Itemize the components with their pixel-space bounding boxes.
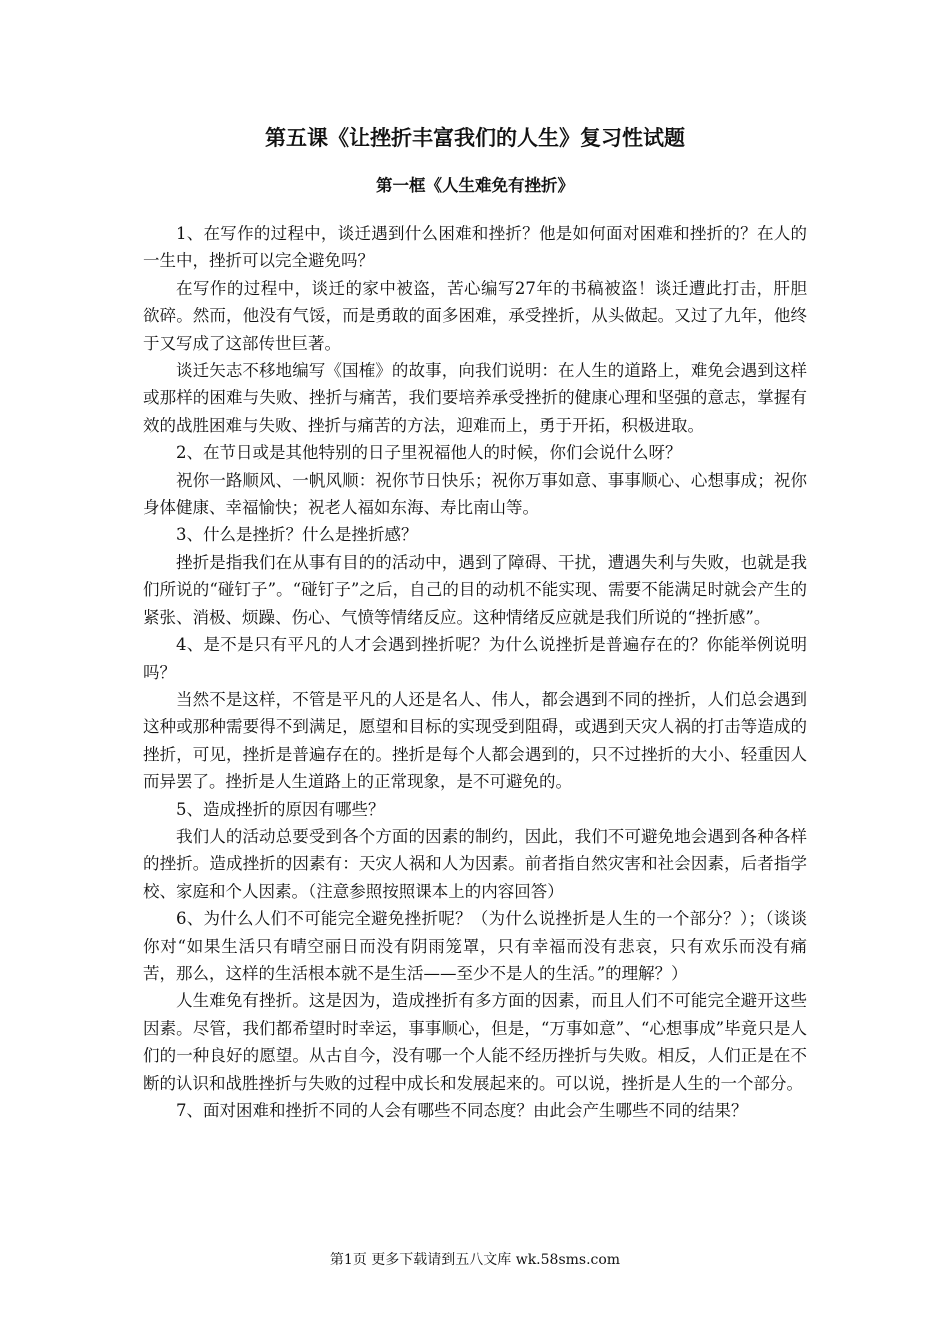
page-footer: 第1页 更多下载请到五八文库 wk.58sms.com xyxy=(329,1252,621,1268)
document-title: 第五课《让挫折丰富我们的人生》复习性试题 xyxy=(265,125,685,150)
paragraph-a1-cont: 谈迁矢志不移地编写《国榷》的故事，向我们说明：在人生的道路上，难免会遇到这样或那样的困难与失败、挫折与痛苦，我们要培养承受挫折的健康心理和坚强的意志，掌握有效的战胜困难与失败、挫折与痛苦的方法，迎难而上，勇于开拓，积极进取。 xyxy=(143,361,807,435)
paragraph-a6: 人生难免有挫折。这是因为，造成挫折有多方面的因素，而且人们不可能完全避开这些因素。尽管，我们都希望时时幸运，事事顺心，但是，“万事如意”、“心想事成”毕竟只是人们的一种良好的愿望。从古自今，没有哪一个人能不经历挫折与失败。相反，人们正是在不断的认识和战胜挫折与失败的过程中成长和发展起来的。可以说，挫折是人生的一个部分。 xyxy=(143,991,807,1093)
paragraph-a2: 祝你一路顺风、一帆风顺：祝你节日快乐；祝你万事如意、事事顺心、心想事成；祝你身体健康、幸福愉快；祝老人福如东海、寿比南山等。 xyxy=(143,470,807,518)
paragraph-q4: 4、是不是只有平凡的人才会遇到挫折呢？为什么说挫折是普遍存在的？你能举例说明吗？ xyxy=(143,635,807,682)
document-body xyxy=(143,220,807,1124)
paragraph-a3: 挫折是指我们在从事有目的的活动中，遇到了障碍、干扰，遭遇失利与失败，也就是我们所说的“碰钉子”。“碰钉子”之后，自己的目的动机不能实现、需要不能满足时就会产生的紧张、消极、烦躁、伤心、气愤等情绪反应。这种情绪反应就是我们所说的“挫折感”。 xyxy=(143,552,807,627)
section-subtitle: 第一框《人生难免有挫折》 xyxy=(376,176,574,195)
paragraph-q3: 3、什么是挫折？什么是挫折感？ xyxy=(176,525,418,545)
document-page xyxy=(143,0,807,1344)
paragraph-a1: 在写作的过程中，谈迁的家中被盗，苦心编写27年的书稿被盗！谈迁遭此打击，肝胆欲碎。然而，他没有气馁，而是勇敢的面多困难，承受挫折，从头做起。又过了九年，他终于又写成了这部传世巨著。 xyxy=(143,278,807,353)
paragraph-q2: 2、在节日或是其他特别的日子里祝福他人的时候，你们会说什么呀？ xyxy=(176,443,682,463)
paragraph-q7: 7、面对困难和挫折不同的人会有哪些不同态度？由此会产生哪些不同的结果？ xyxy=(176,1101,748,1120)
paragraph-a5: 我们人的活动总要受到各个方面的因素的制约，因此，我们不可避免地会遇到各种各样的挫折。造成挫折的因素有：天灾人祸和人为因素。前者指自然灾害和社会因素，后者指学校、家庭和个人因素。（注意参照按照课本上的内容回答） xyxy=(143,826,807,901)
paragraph-q5: 5、造成挫折的原因有哪些？ xyxy=(176,799,385,819)
paragraph-q1: 1、在写作的过程中，谈迁遇到什么困难和挫折？他是如何面对困难和挫折的？在人的一生中，挫折可以完全避免吗？ xyxy=(143,224,807,271)
paragraph-q6: 6、为什么人们不可能完全避免挫折呢？（为什么说挫折是人生的一个部分？）；（谈谈你对“如果生活只有晴空丽日而没有阴雨笼罩，只有幸福而没有悲哀，只有欢乐而没有痛苦，那么，这样的生活根本就不是生活——至少不是人的生活。”的理解？） xyxy=(143,909,807,983)
paragraph-a4: 当然不是这样，不管是平凡的人还是名人、伟人，都会遇到不同的挫折，人们总会遇到这种或那种需要得不到满足，愿望和目标的实现受到阻碍，或遇到天灾人祸的打击等造成的挫折，可见，挫折是普遍存在的。挫折是每个人都会遇到的，只不过挫折的大小、轻重因人而异罢了。挫折是人生道路上的正常现象，是不可避免的。 xyxy=(143,689,807,792)
